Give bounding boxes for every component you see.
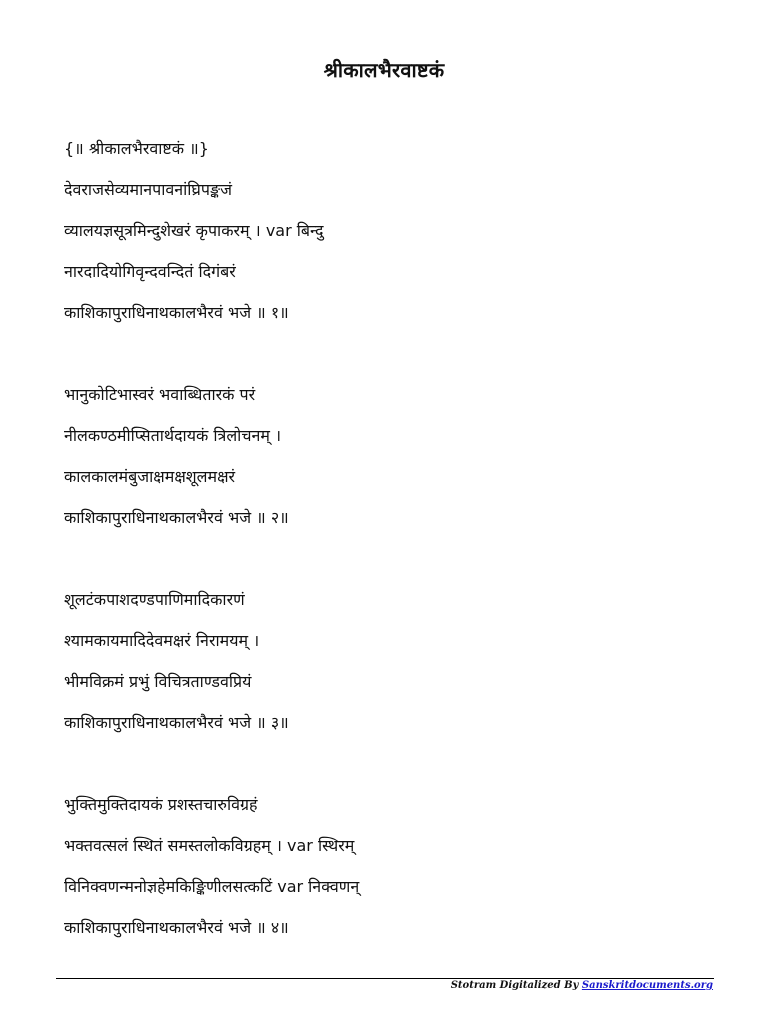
verse-line: भक्तवत्सलं स्थितं समस्तलोकविग्रहम् । var स्थिरम् xyxy=(64,836,355,855)
verse-line: कालकालमंबुजाक्षमक्षशूलमक्षरं xyxy=(64,467,236,486)
verse-line: शूलटंकपाशदण्डपाणिमादिकारणं xyxy=(64,590,245,609)
verse-line: काशिकापुराधिनाथकालभैरवं भजे ॥ २॥ xyxy=(64,508,289,527)
footer-link[interactable]: Sanskritdocuments.org xyxy=(581,980,713,991)
stanza-spacer xyxy=(64,333,724,374)
stanza-spacer xyxy=(64,538,724,579)
footer-divider xyxy=(56,978,714,979)
intro-line: {॥ श्रीकालभैरवाष्टकं ॥} xyxy=(64,139,209,158)
stanza-2 xyxy=(64,374,724,538)
stanza-spacer xyxy=(64,743,724,784)
verse-line: व्यालयज्ञसूत्रमिन्दुशेखरं कृपाकरम् । var बिन्दु xyxy=(64,221,324,240)
stotram-text xyxy=(64,128,724,948)
footer-prefix: Stotram Digitalized By xyxy=(450,980,582,991)
verse-line: नारदादियोगिवृन्दवन्दितं दिगंबरं xyxy=(64,262,236,281)
verse-line: श्यामकायमादिदेवमक्षरं निरामयम् । xyxy=(64,631,260,650)
verse-line: भुक्तिमुक्तिदायकं प्रशस्तचारुविग्रहं xyxy=(64,795,258,814)
verse-line: भीमविक्रमं प्रभुं विचित्रताण्डवप्रियं xyxy=(64,672,252,691)
stanza-3 xyxy=(64,579,724,743)
verse-line: देवराजसेव्यमानपावनांघ्रिपङ्कजं xyxy=(64,180,232,199)
footer-credit xyxy=(451,980,713,991)
verse-line: भानुकोटिभास्वरं भवाब्धितारकं परं xyxy=(64,385,256,404)
stanza-1 xyxy=(64,169,724,333)
verse-line: काशिकापुराधिनाथकालभैरवं भजे ॥ १॥ xyxy=(64,303,289,322)
stanza-4 xyxy=(64,784,724,948)
page-title: श्रीकालभैरवाष्टकं xyxy=(323,58,445,82)
verse-line: नीलकण्ठमीप्सितार्थदायकं त्रिलोचनम् । xyxy=(64,426,282,445)
verse-line: काशिकापुराधिनाथकालभैरवं भजे ॥ ४॥ xyxy=(64,918,289,937)
verse-line: विनिक्वणन्मनोज्ञहेमकिङ्किणीलसत्कटिं var निक्वणन् xyxy=(64,877,360,896)
verse-line: काशिकापुराधिनाथकालभैरवं भजे ॥ ३॥ xyxy=(64,713,289,732)
